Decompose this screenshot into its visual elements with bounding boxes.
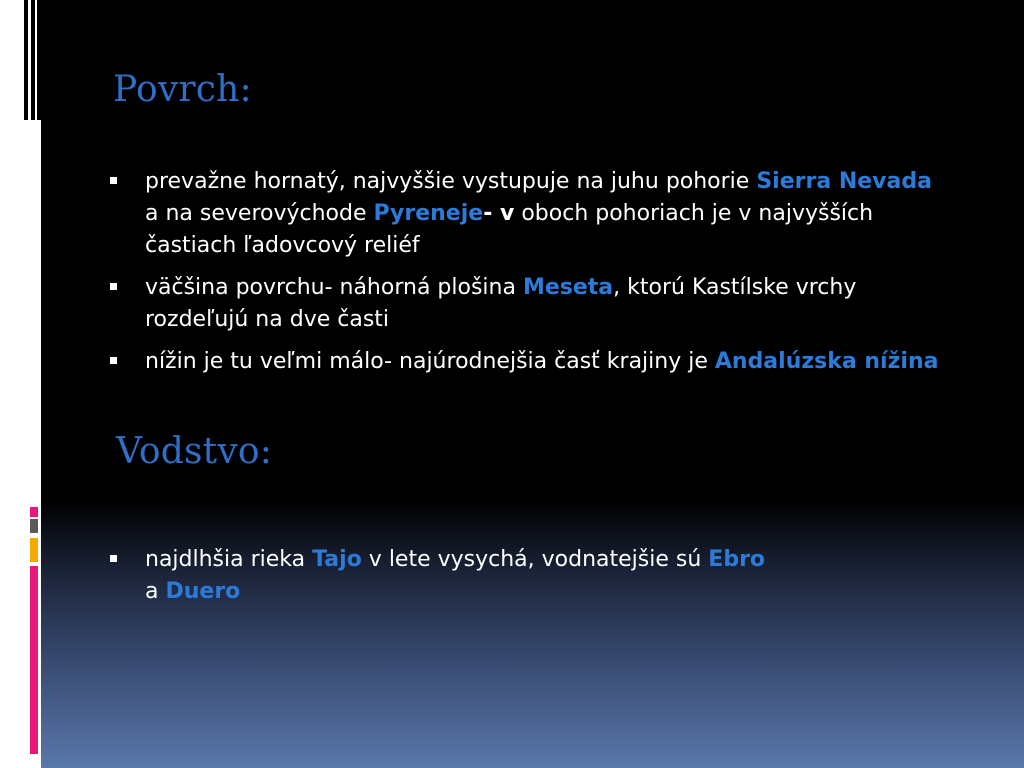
list-item: [110, 544, 945, 608]
square-bullet-icon: [110, 177, 117, 184]
bullet-list-vodstvo: [110, 544, 945, 618]
bullet-text: a: [145, 579, 166, 604]
top-stripe-1: [24, 0, 28, 120]
top-stripe-3: [37, 0, 41, 120]
left-decorative-strip: [0, 0, 41, 768]
square-bullet-icon: [110, 357, 117, 364]
highlight-duero: Duero: [165, 579, 241, 604]
bullet-text: oboch pohoriach je v najvyšších častiach ľadovcový reliéf: [145, 201, 874, 258]
bullet-text: väčšina povrchu- náhorná plošina: [145, 275, 523, 300]
bullet-text: a na severovýchode: [145, 201, 374, 226]
accent-block-gray: [30, 519, 38, 533]
bold-text: - v: [483, 201, 515, 226]
square-bullet-icon: [110, 283, 117, 290]
highlight-tajo: Tajo: [312, 547, 362, 572]
list-item: [110, 166, 945, 262]
highlight-sierra-nevada: Sierra Nevada: [756, 169, 932, 194]
heading-vodstvo: Vodstvo:: [116, 431, 273, 472]
highlight-meseta: Meseta: [522, 275, 614, 300]
heading-povrch: Povrch:: [113, 69, 252, 110]
highlight-andaluzska-nizina: Andalúzska nížina: [714, 349, 939, 374]
list-item: [110, 272, 945, 336]
list-item: [110, 346, 945, 378]
accent-block-pink-top: [30, 507, 38, 517]
bullet-text: prevažne hornatý, najvyššie vystupuje na juhu pohorie: [145, 169, 757, 194]
bullet-text: nížin je tu veľmi málo- najúrodnejšia časť krajiny je: [145, 349, 715, 374]
accent-block-pink-long: [30, 566, 38, 754]
bullet-list-povrch: [110, 166, 945, 388]
bullet-text: najdlhšia rieka: [145, 547, 313, 572]
bullet-text: v lete vysychá, vodnatejšie sú: [361, 547, 709, 572]
top-stripe-2: [31, 0, 35, 120]
bullet-text: , ktorú Kastílske vrchy rozdeľujú na dve časti: [145, 275, 857, 332]
accent-block-orange: [30, 538, 38, 562]
highlight-pyreneje: Pyreneje: [373, 201, 484, 226]
square-bullet-icon: [110, 555, 117, 562]
highlight-ebro: Ebro: [708, 547, 766, 572]
